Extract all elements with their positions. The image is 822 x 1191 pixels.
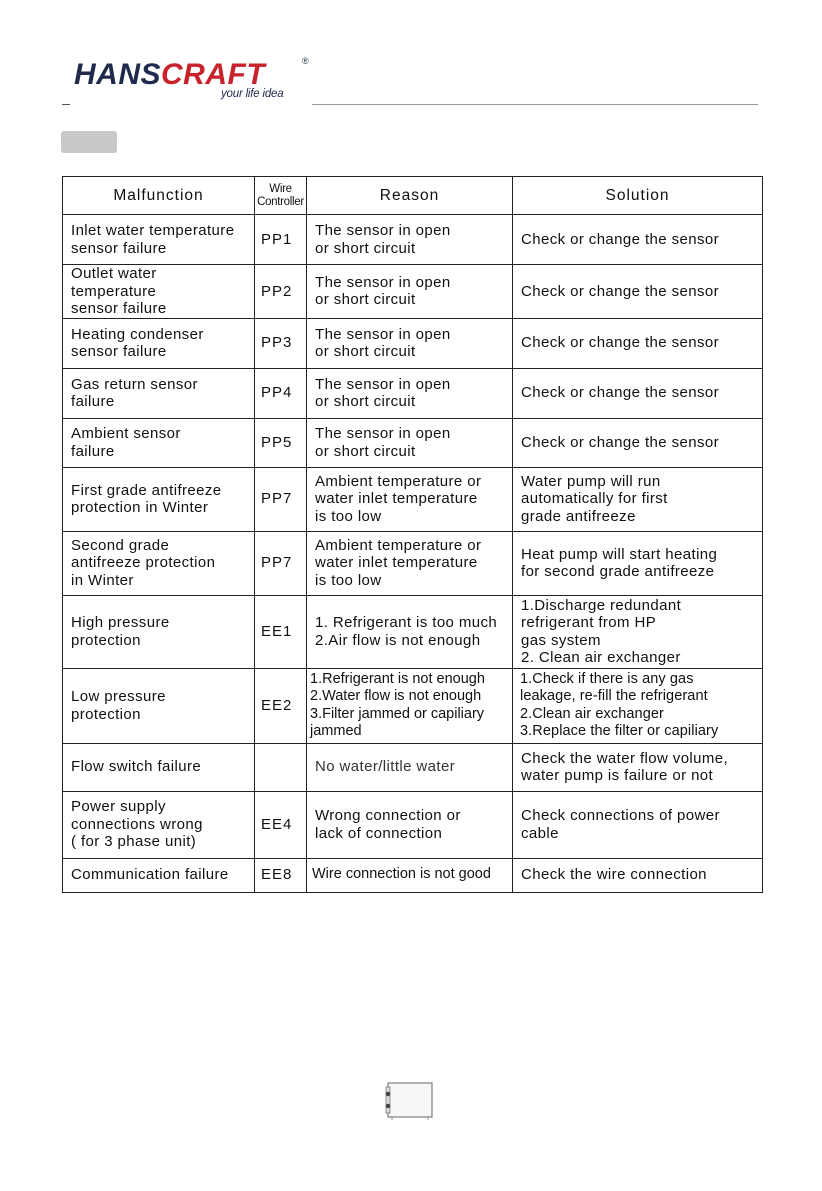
brand-name-part1: HANS: [74, 58, 162, 91]
reason-cell: No water/little water: [307, 743, 513, 791]
table-row: [63, 858, 763, 892]
table-row: [63, 368, 763, 418]
reason-cell: Wire connection is not good: [307, 858, 513, 892]
code-cell: EE8: [255, 858, 307, 892]
malfunction-cell: Inlet water temperature sensor failure: [63, 215, 255, 265]
table-header-row: [63, 177, 763, 215]
solution-cell: Check or change the sensor: [513, 318, 763, 368]
solution-cell: 1.Discharge redundant refrigerant from HP gas system 2. Clean air exchanger: [513, 595, 763, 668]
reason-cell: The sensor in open or short circuit: [307, 368, 513, 418]
table-row: [63, 595, 763, 668]
reason-cell: Ambient temperature or water inlet temperature is too low: [307, 467, 513, 531]
malfunction-cell: Second grade antifreeze protection in Winter: [63, 531, 255, 595]
malfunction-cell: Communication failure: [63, 858, 255, 892]
malfunction-cell: Heating condenser sensor failure: [63, 318, 255, 368]
code-cell: PP2: [255, 265, 307, 319]
table-row: [63, 668, 763, 743]
code-cell: EE1: [255, 595, 307, 668]
code-cell: [255, 743, 307, 791]
code-cell: PP1: [255, 215, 307, 265]
header-malfunction: Malfunction: [63, 177, 255, 215]
reason-cell: 1. Refrigerant is too much 2.Air flow is not enough: [307, 595, 513, 668]
malfunction-cell: Power supply connections wrong ( for 3 phase unit): [63, 791, 255, 858]
reason-cell: The sensor in open or short circuit: [307, 265, 513, 319]
code-cell: EE4: [255, 791, 307, 858]
malfunction-cell: High pressure protection: [63, 595, 255, 668]
table-row: [63, 467, 763, 531]
solution-cell: Check or change the sensor: [513, 215, 763, 265]
table-row: [63, 791, 763, 858]
malfunction-table: [62, 176, 763, 893]
table-row: [63, 743, 763, 791]
registered-mark: ®: [302, 56, 309, 66]
solution-cell: Check or change the sensor: [513, 265, 763, 319]
malfunction-cell: Gas return sensor failure: [63, 368, 255, 418]
table-row: [63, 318, 763, 368]
code-cell: PP3: [255, 318, 307, 368]
code-cell: PP5: [255, 418, 307, 467]
code-cell: PP4: [255, 368, 307, 418]
reason-cell: 1.Refrigerant is not enough 2.Water flow is not enough 3.Filter jammed or capiliary jammed: [307, 668, 513, 743]
solution-cell: Check connections of power cable: [513, 791, 763, 858]
header-rule: [312, 104, 758, 105]
solution-cell: Check or change the sensor: [513, 418, 763, 467]
reason-cell: The sensor in open or short circuit: [307, 318, 513, 368]
malfunction-cell: Low pressure protection: [63, 668, 255, 743]
solution-cell: 1.Check if there is any gas leakage, re-fill the refrigerant 2.Clean air exchanger 3.Replace the filter or capiliary: [513, 668, 763, 743]
header-wire-controller: Wire Controller: [255, 177, 307, 215]
code-cell: PP7: [255, 531, 307, 595]
reason-cell: Ambient temperature or water inlet temperature is too low: [307, 531, 513, 595]
solution-cell: Check the wire connection: [513, 858, 763, 892]
reason-cell: The sensor in open or short circuit: [307, 215, 513, 265]
table-row: [63, 215, 763, 265]
table-row: [63, 418, 763, 467]
malfunction-cell: Flow switch failure: [63, 743, 255, 791]
malfunction-cell: Ambient sensor failure: [63, 418, 255, 467]
solution-cell: Check or change the sensor: [513, 368, 763, 418]
brand-wordmark: [74, 58, 265, 92]
header-solution: Solution: [513, 177, 763, 215]
code-cell: EE2: [255, 668, 307, 743]
malfunction-cell: Outlet water temperature sensor failure: [63, 265, 255, 319]
brand-tagline: your life idea: [221, 88, 284, 100]
heat-pump-unit-icon: [383, 1081, 437, 1121]
solution-cell: Heat pump will start heating for second grade antifreeze: [513, 531, 763, 595]
malfunction-cell: First grade antifreeze protection in Winter: [63, 467, 255, 531]
table-row: [63, 265, 763, 319]
solution-cell: Water pump will run automatically for first grade antifreeze: [513, 467, 763, 531]
code-cell: PP7: [255, 467, 307, 531]
header-reason: Reason: [307, 177, 513, 215]
brand-name-part2: CRAFT: [161, 58, 266, 91]
header-rule-left: [62, 104, 70, 105]
reason-cell: The sensor in open or short circuit: [307, 418, 513, 467]
table-row: [63, 531, 763, 595]
solution-cell: Check the water flow volume, water pump is failure or not: [513, 743, 763, 791]
section-tag: [61, 131, 117, 153]
reason-cell: Wrong connection or lack of connection: [307, 791, 513, 858]
brand-logo: [74, 58, 314, 108]
